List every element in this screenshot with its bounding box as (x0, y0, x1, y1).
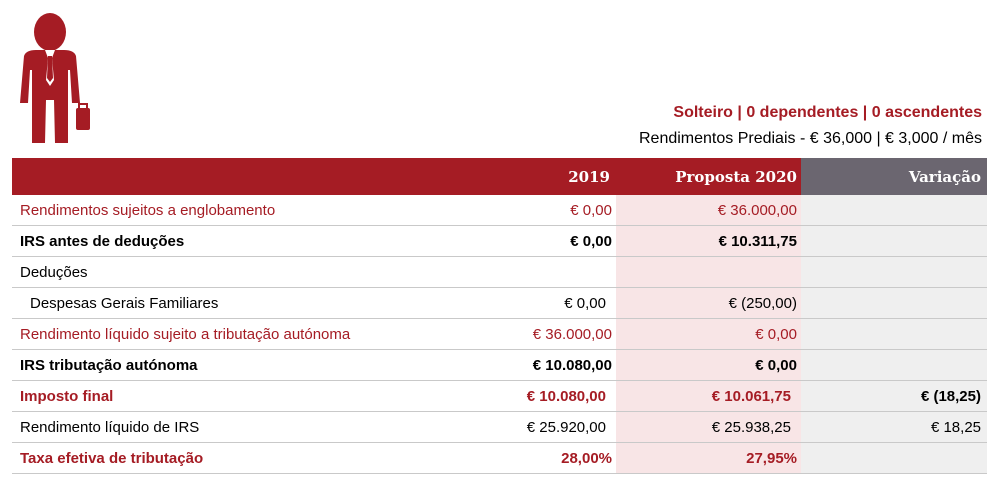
value-variacao (801, 257, 987, 287)
value-2019: € 0,00 (564, 294, 606, 312)
value-2020 (616, 257, 801, 287)
row-label: Despesas Gerais Familiares (30, 294, 219, 312)
row-label: Rendimento líquido de IRS (20, 418, 200, 436)
value-variacao: € (18,25) (801, 381, 987, 411)
income-summary: Rendimentos Prediais - € 36,000 | € 3,000 / mês (638, 130, 982, 147)
table-header (12, 158, 987, 195)
row-label: Deduções (20, 263, 88, 281)
header-2019: 2019 (424, 158, 616, 195)
value-2020: € 10.311,75 (616, 226, 801, 256)
value-2020: € 25.938,25 (616, 412, 801, 442)
value-2019: € 25.920,00 (526, 418, 606, 436)
value-variacao (801, 350, 987, 380)
value-variacao: € 18,25 (801, 412, 987, 442)
value-2019: € 0,00 (570, 201, 612, 219)
value-2020: € 36.000,00 (616, 195, 801, 225)
value-2020: € 0,00 (616, 319, 801, 349)
value-2020: € (250,00) (616, 288, 801, 318)
value-variacao (801, 319, 987, 349)
value-variacao (801, 195, 987, 225)
table-row (12, 412, 987, 443)
table-row (12, 288, 987, 319)
value-2019: € 0,00 (570, 232, 612, 250)
row-label: IRS tributação autónoma (20, 356, 198, 374)
value-2020: € 0,00 (616, 350, 801, 380)
table-row (12, 381, 987, 412)
profile-summary: Solteiro | 0 dependentes | 0 ascendentes (673, 104, 982, 121)
businessman-icon (18, 8, 98, 143)
header-label (12, 158, 424, 195)
value-variacao (801, 443, 987, 473)
value-2020: 27,95% (616, 443, 801, 473)
table-row (12, 226, 987, 257)
value-2019: 28,00% (561, 449, 612, 467)
table-row (12, 350, 987, 381)
table-row (12, 443, 987, 474)
value-2019 (424, 257, 616, 287)
value-2019: € 10.080,00 (526, 387, 606, 405)
row-label: Rendimento líquido sujeito a tributação autónoma (20, 325, 351, 343)
row-label: Taxa efetiva de tributação (20, 449, 204, 467)
table-row (12, 319, 987, 350)
value-2019: € 36.000,00 (532, 325, 612, 343)
table-row (12, 195, 987, 226)
row-label: Rendimentos sujeitos a englobamento (20, 201, 276, 219)
value-variacao (801, 226, 987, 256)
value-2020: € 10.061,75 (616, 381, 801, 411)
table-row (12, 257, 987, 288)
header-variacao: Variação (801, 158, 987, 195)
value-2019: € 10.080,00 (532, 356, 612, 374)
header-proposta-2020: Proposta 2020 (616, 158, 801, 195)
value-variacao (801, 288, 987, 318)
row-label: Imposto final (20, 387, 114, 405)
row-label: IRS antes de deduções (20, 232, 185, 250)
tax-comparison-table (12, 158, 987, 474)
